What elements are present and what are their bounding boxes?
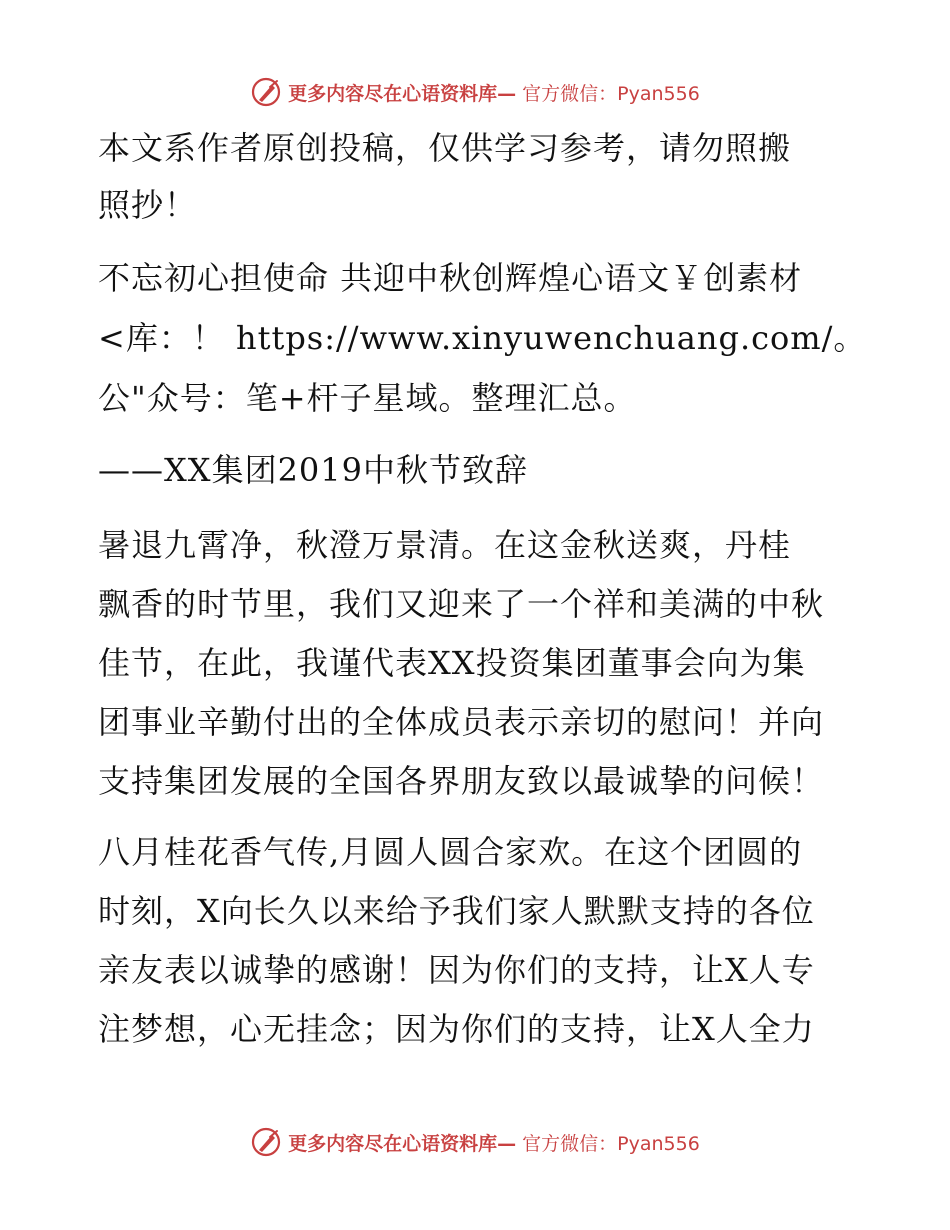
text-line: 团事业辛勤付出的全体成员表示亲切的慰问！并向 bbox=[98, 703, 825, 741]
text-line: 支持集团发展的全国各界朋友致以最诚挚的问候！ bbox=[98, 762, 825, 800]
document-subtitle: ——XX集团2019中秋节致辞 bbox=[98, 451, 529, 489]
text-line: 暑退九霄净，秋澄万景清。在这金秋送爽，丹桂 bbox=[98, 526, 792, 564]
watermark-banner-top bbox=[0, 72, 950, 112]
quill-pen-logo-icon bbox=[250, 76, 282, 108]
watermark-banner-bottom bbox=[0, 1122, 950, 1162]
text-line: 时刻，X向长久以来给予我们家人默默支持的各位 bbox=[98, 892, 815, 930]
text-line: 公"众号：笔+杆子星域。整理汇总。 bbox=[98, 379, 637, 417]
watermark-site-text: 更多内容尽在心语资料库— bbox=[288, 82, 517, 105]
quill-pen-logo-icon bbox=[250, 1126, 282, 1158]
text-line: 亲友表以诚挚的感谢！因为你们的支持，让X人专 bbox=[98, 951, 815, 989]
text-line: <库：！ https://www.xinyuwenchuang.com/。 bbox=[98, 319, 867, 357]
text-line: 照抄！ bbox=[98, 186, 198, 224]
text-line: 注梦想，心无挂念；因为你们的支持，让X人全力 bbox=[98, 1010, 815, 1048]
text-line: 本文系作者原创投稿，仅供学习参考，请勿照搬 bbox=[98, 129, 792, 167]
text-line: 飘香的时节里，我们又迎来了一个祥和美满的中秋 bbox=[98, 585, 825, 623]
watermark-site-text: 更多内容尽在心语资料库— bbox=[288, 1132, 517, 1155]
watermark-contact-text: 官方微信：Pyan556 bbox=[522, 1132, 700, 1155]
text-line: 佳节，在此，我谨代表XX投资集团董事会向为集 bbox=[98, 644, 806, 682]
text-line: 八月桂花香气传,月圆人圆合家欢。在这个团圆的 bbox=[98, 833, 803, 871]
text-line: 不忘初心担使命 共迎中秋创辉煌心语文￥创素材 bbox=[98, 259, 803, 297]
watermark-contact-text: 官方微信：Pyan556 bbox=[522, 82, 700, 105]
